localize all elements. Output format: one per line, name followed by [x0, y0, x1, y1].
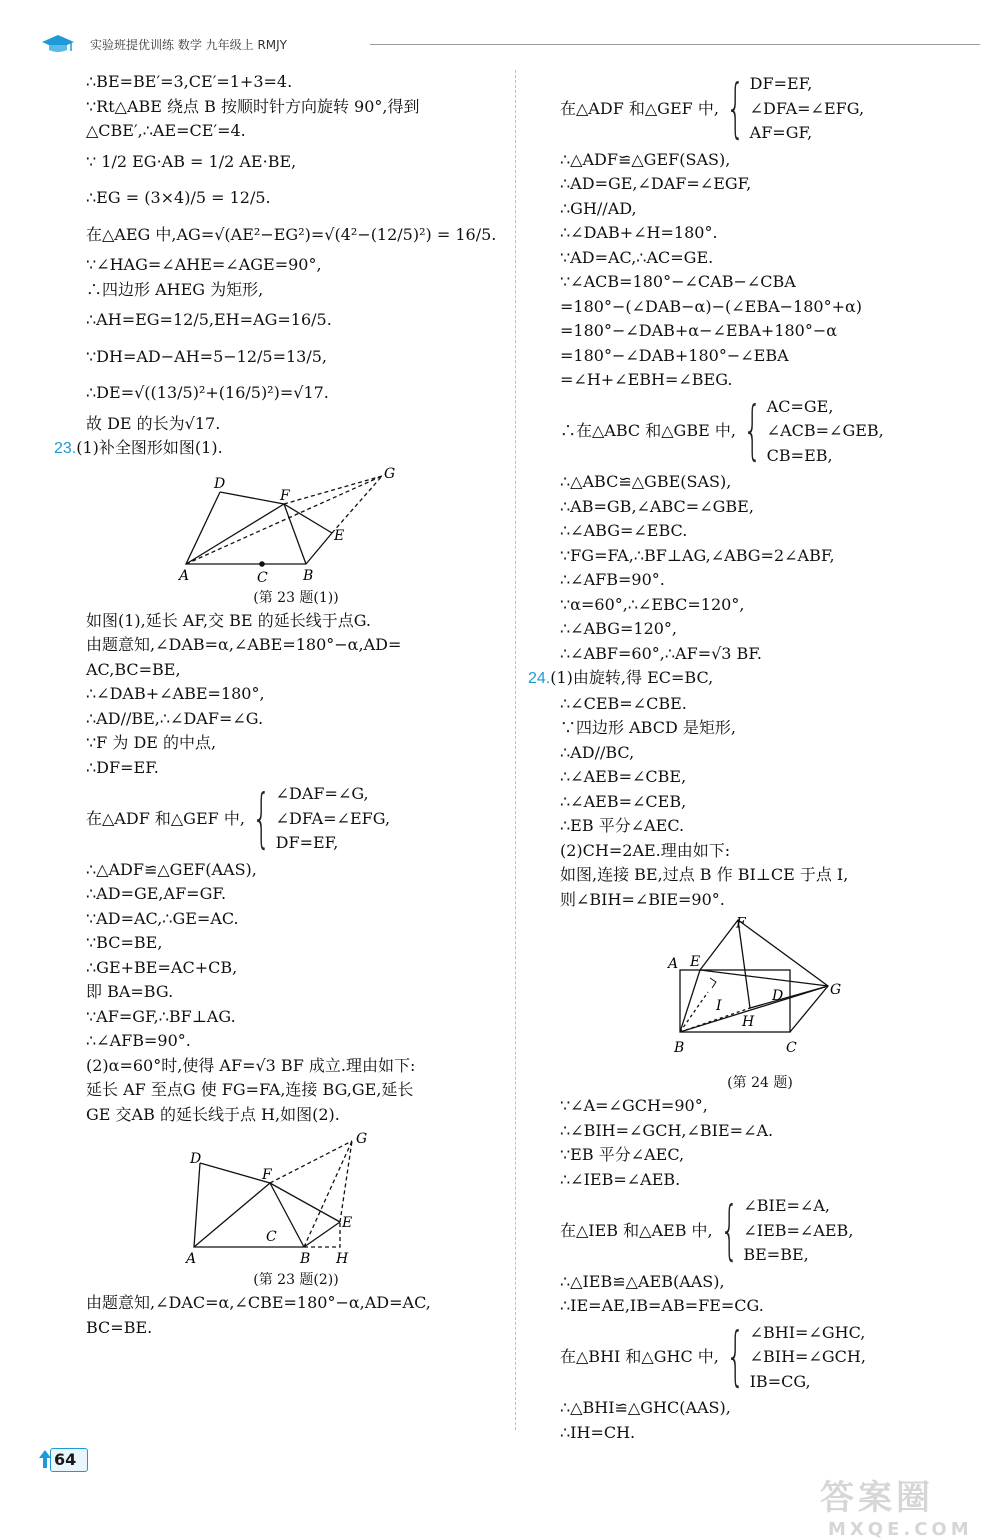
- text-line: 由题意知,∠DAB=α,∠ABE=180°−α,AD=: [86, 635, 402, 654]
- text-line: ∴AD//BE,∴∠DAF=∠G.: [86, 708, 264, 728]
- text-line: 则∠BIH=∠BIE=90°.: [560, 889, 725, 909]
- left-brace-icon: {: [252, 781, 271, 856]
- text-line: ∴∠AFB=90°.: [560, 570, 665, 589]
- system-line: ∠BHI=∠GHC,: [749, 1322, 866, 1342]
- watermark-line: MXQE.COM: [828, 1519, 973, 1540]
- text-line: ∴∠AFB=90°.: [86, 1031, 191, 1050]
- point-label: G: [356, 1131, 368, 1147]
- text-line: ∴∠DAB+∠ABE=180°,: [86, 684, 265, 703]
- text-line: ∴AD=GE,∠DAF=∠EGF,: [560, 174, 752, 193]
- text-line: ∴DF=EF.: [86, 757, 159, 777]
- text-line: ∴∠CEB=∠CBE.: [560, 693, 687, 713]
- system-lead: 在△ADF 和△GEF 中,: [86, 808, 245, 828]
- text-line: ∴EG = (3×4)/5 = 12/5.: [86, 188, 271, 207]
- question-number-23: 23.: [54, 440, 77, 457]
- point-label: C: [266, 1229, 277, 1245]
- left-brace-icon: {: [719, 1193, 739, 1268]
- text-line: ∵F 为 DE 的中点,: [86, 733, 217, 752]
- point-label: B: [674, 1040, 685, 1056]
- header-rule: [370, 44, 980, 45]
- text-line: ∵ 1/2 EG·AB = 1/2 AE·BE,: [86, 151, 297, 171]
- text-line: =180°−∠DAB+180°−∠EBA: [560, 345, 789, 365]
- point-label: B: [303, 567, 314, 584]
- text-line: ∴AD=GE,AF=GF.: [86, 884, 227, 903]
- text-line: ∵∠A=∠GCH=90°,: [560, 1096, 708, 1115]
- text-line: =180°−∠DAB+α−∠EBA+180°−α: [560, 321, 838, 340]
- text-line: ∴∠ABG=∠EBC.: [560, 521, 688, 540]
- text-line: ∴∠AEB=∠CBE,: [560, 767, 687, 786]
- left-brace-icon: {: [726, 71, 745, 146]
- system-lead: 在△ADF 和△GEF 中,: [560, 98, 719, 118]
- point-label: G: [830, 982, 842, 998]
- text-line: 如图,连接 BE,过点 B 作 BI⊥CE 于点 I,: [560, 865, 849, 884]
- text-line: ∵∠HAG=∠AHE=∠AGE=90°,: [86, 255, 322, 274]
- column-divider: [515, 70, 516, 1430]
- text-line: ∵AD=AC,∴GE=AC.: [86, 908, 239, 928]
- point-label: C: [257, 569, 268, 586]
- text-line: ∴DE=√((13/5)²+(16/5)²)=√17.: [86, 383, 329, 402]
- text-line: ∴△ABC≌△GBE(SAS),: [560, 472, 732, 491]
- text-line: ∴EB 平分∠AEC.: [560, 816, 685, 835]
- point-label: E: [690, 954, 701, 970]
- equation-system: [560, 72, 960, 146]
- text-line: ∴△BHI≌△GHC(AAS),: [560, 1398, 731, 1417]
- text-line: ∴△ADF≌△GEF(SAS),: [560, 149, 731, 169]
- system-line: ∠DFA=∠EFG,: [275, 808, 391, 828]
- point-label: D: [772, 988, 784, 1004]
- text-line: △CBE′,∴AE=CE′=4.: [86, 121, 246, 140]
- page-header: [40, 32, 980, 54]
- text-line: ∴∠ABF=60°,∴AF=√3 BF.: [560, 643, 763, 663]
- figure-23-2-diagram: [176, 1129, 416, 1271]
- text-line: ∴AB=GB,∠ABC=∠GBE,: [560, 496, 754, 516]
- system-line: DF=EF,: [275, 833, 339, 852]
- point-label: A: [179, 567, 190, 584]
- text-line: ∵BC=BE,: [86, 933, 163, 952]
- text-line: ∴∠AEB=∠CEB,: [560, 791, 687, 811]
- text-line: ∵Rt△ABE 绕点 B 按顺时针方向旋转 90°,得到: [86, 96, 420, 116]
- figure-caption: (第 23 题(1)): [253, 589, 339, 606]
- point-label: E: [342, 1215, 353, 1231]
- text-line: ∴∠ABG=120°,: [560, 619, 678, 638]
- point-label: B: [300, 1251, 311, 1267]
- equation-system: [86, 782, 506, 856]
- system-line: CB=EB,: [766, 445, 833, 465]
- text-line: ∴AD//BC,: [560, 742, 635, 762]
- text-line: ∴△IEB≌△AEB(AAS),: [560, 1271, 725, 1291]
- text-line: ∴IE=AE,IB=AB=FE=CG.: [560, 1296, 764, 1315]
- system-lead: 在△BHI 和△GHC 中,: [560, 1347, 719, 1366]
- system-line: IB=CG,: [749, 1371, 811, 1391]
- text-line: 如图(1),延长 AF,交 BE 的延长线于点G.: [86, 610, 371, 630]
- text-line: AC,BC=BE,: [86, 659, 181, 679]
- text-line: (1)补全图形如图(1).: [76, 438, 223, 457]
- mortarboard-logo-icon: [40, 32, 76, 54]
- equation-system: [560, 395, 960, 469]
- system-line: ∠DFA=∠EFG,: [749, 98, 865, 118]
- equation-system: [560, 1321, 960, 1395]
- point-label: F: [736, 915, 746, 932]
- system-line: ∠BIH=∠GCH,: [749, 1347, 866, 1366]
- text-line: ∵∠ACB=180°−∠CAB−∠CBA: [560, 272, 796, 291]
- system-line: DF=EF,: [749, 74, 813, 93]
- system-lead: ∴在△ABC 和△GBE 中,: [560, 421, 736, 440]
- system-line: ∠DAF=∠G,: [275, 784, 369, 803]
- text-line: =∠H+∠EBH=∠BEG.: [560, 370, 733, 389]
- figure-23-1-diagram: [176, 464, 416, 589]
- text-line: ∴四边形 AHEG 为矩形,: [86, 279, 264, 299]
- text-line: ∴BE=BE′=3,CE′=1+3=4.: [86, 72, 293, 91]
- text-line: BC=BE.: [86, 1317, 153, 1337]
- figure-24: [560, 914, 960, 1092]
- text-line: 由题意知,∠DAC=α,∠CBE=180°−α,AD=AC,: [86, 1293, 431, 1312]
- point-label: G: [384, 465, 396, 482]
- point-label: D: [190, 1151, 202, 1167]
- point-label: F: [280, 487, 290, 504]
- text-line: GE 交AB 的延长线于点 H,如图(2).: [86, 1104, 340, 1124]
- point-label: H: [742, 1014, 755, 1030]
- text-line: ∴△ADF≌△GEF(AAS),: [86, 859, 257, 879]
- point-label: F: [262, 1167, 272, 1183]
- text-line: ∴GE+BE=AC+CB,: [86, 957, 238, 977]
- text-line: 故 DE 的长为√17.: [86, 413, 221, 433]
- text-line: ∴∠DAB+∠H=180°.: [560, 223, 718, 242]
- figure-23-2: [86, 1129, 506, 1289]
- text-line: ∵AF=GF,∴BF⊥AG.: [86, 1006, 236, 1026]
- system-line: BE=BE,: [743, 1245, 809, 1264]
- text-line: ∴AH=EG=12/5,EH=AG=16/5.: [86, 310, 332, 329]
- point-label: A: [668, 956, 679, 972]
- text-line: =180°−(∠DAB−α)−(∠EBA−180°+α): [560, 296, 863, 316]
- point-label: A: [186, 1251, 197, 1267]
- text-line: ∴∠IEB=∠AEB.: [560, 1169, 681, 1189]
- figure-caption: (第 23 题(2)): [253, 1272, 339, 1288]
- question-23-intro: [54, 436, 506, 462]
- text-line: ∵α=60°,∴∠EBC=120°,: [560, 594, 745, 614]
- question-number-24: 24.: [528, 670, 551, 687]
- equation-system: [560, 1194, 960, 1268]
- system-line: AF=GF,: [749, 123, 813, 142]
- text-line: 在△AEG 中,AG=√(AE²−EG²)=√(4²−(12/5)²) = 16/5.: [86, 224, 497, 244]
- page-number-badge: [38, 1448, 86, 1472]
- watermark-line: 答案圈: [820, 1478, 934, 1518]
- system-line: AC=GE,: [766, 396, 834, 416]
- figure-23-1: [86, 464, 506, 607]
- header-title: 实验班提优训练 数学 九年级上 RMJY: [90, 38, 288, 52]
- left-column: [54, 70, 506, 1340]
- question-24-intro: [528, 666, 960, 692]
- left-brace-icon: {: [726, 1320, 745, 1395]
- text-line: 延长 AF 至点G 使 FG=FA,连接 BG,GE,延长: [86, 1080, 414, 1099]
- text-line: ∴IH=CH.: [560, 1422, 636, 1442]
- text-line: (2)α=60°时,使得 AF=√3 BF 成立.理由如下:: [86, 1055, 416, 1075]
- left-brace-icon: {: [743, 394, 762, 469]
- point-label: C: [786, 1040, 797, 1056]
- text-line: (2)CH=2AE.理由如下:: [560, 840, 731, 860]
- system-line: ∠IEB=∠AEB,: [743, 1220, 854, 1240]
- point-label: H: [336, 1251, 349, 1267]
- text-line: (1)由旋转,得 EC=BC,: [550, 668, 714, 687]
- text-line: ∵DH=AD−AH=5−12/5=13/5,: [86, 346, 328, 366]
- text-line: ∵FG=FA,∴BF⊥AG,∠ABG=2∠ABF,: [560, 545, 835, 565]
- text-line: ∵四边形 ABCD 是矩形,: [560, 718, 736, 737]
- text-line: ∴∠BIH=∠GCH,∠BIE=∠A.: [560, 1120, 774, 1140]
- text-line: ∴GH//AD,: [560, 198, 637, 218]
- point-label: I: [716, 998, 722, 1014]
- text-line: 即 BA=BG.: [86, 982, 174, 1001]
- system-lead: 在△IEB 和△AEB 中,: [560, 1220, 713, 1240]
- figure-24-diagram: [660, 914, 860, 1074]
- watermark: [820, 1470, 990, 1540]
- system-line: ∠BIE=∠A,: [743, 1196, 830, 1215]
- point-label: D: [214, 475, 226, 492]
- point-label: E: [334, 527, 345, 544]
- figure-caption: (第 24 题): [727, 1075, 793, 1091]
- text-line: ∵EB 平分∠AEC,: [560, 1145, 685, 1164]
- system-line: ∠ACB=∠GEB,: [766, 421, 884, 440]
- page-number: 64: [54, 1450, 77, 1469]
- right-column: [528, 70, 960, 1445]
- text-line: ∵AD=AC,∴AC=GE.: [560, 247, 714, 267]
